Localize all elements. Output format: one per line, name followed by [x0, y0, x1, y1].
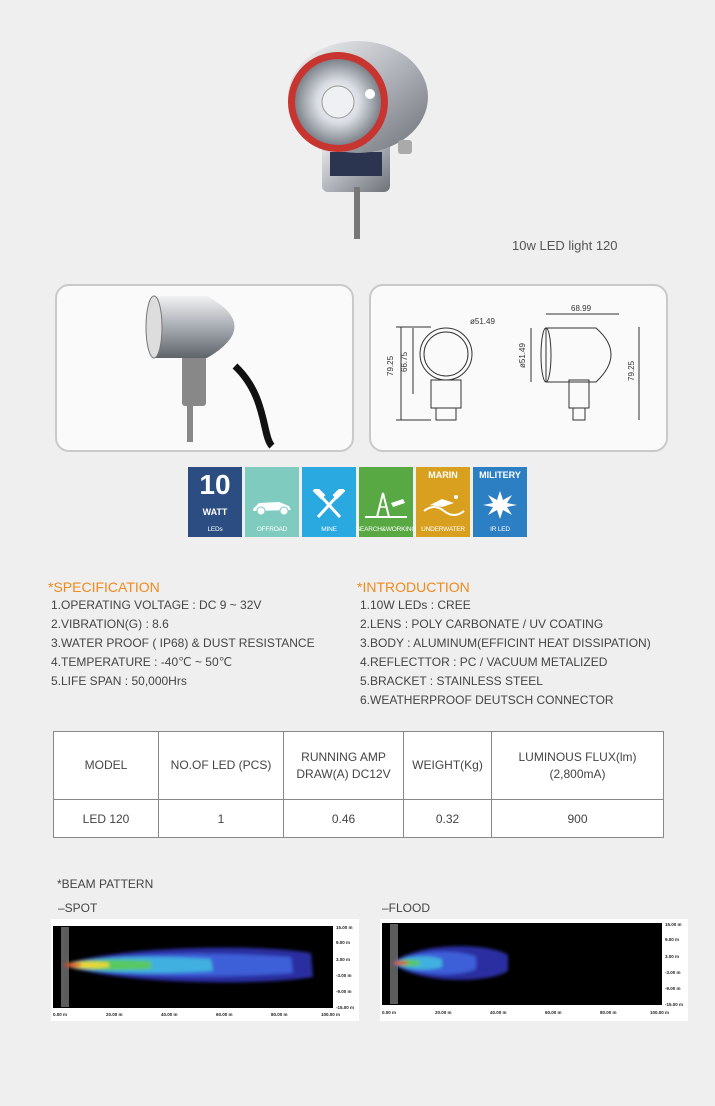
y-tick-label: 3.00 m — [336, 957, 351, 962]
side-diameter-label: ø51.49 — [518, 343, 527, 368]
x-tick-label: 0.00 m — [53, 1012, 68, 1017]
flood-label: –FLOOD — [382, 901, 431, 915]
introduction-title: *INTRODUCTION — [357, 579, 470, 595]
x-tick-label: 20.00 m — [106, 1012, 123, 1017]
side-view-panel — [55, 284, 354, 452]
list-item: 3.WATER PROOF ( IP68) & DUST RESISTANCE — [51, 636, 315, 650]
x-tick-label: 20.00 m — [435, 1010, 452, 1015]
x-tick-label: 60.00 m — [545, 1010, 562, 1015]
cell-luminous-flux: 900 — [492, 800, 664, 838]
y-tick-label: -3.00 m — [336, 973, 352, 978]
badge-watt — [188, 467, 242, 537]
flood-beam-chart — [380, 919, 688, 1021]
badge-label: UNDERWATER — [421, 526, 465, 533]
badge-search-working — [355, 467, 417, 537]
underwater-icon — [420, 489, 466, 519]
y-tick-label: 9.00 m — [336, 940, 351, 945]
front-height-inner-label: 66.75 — [400, 351, 409, 372]
cell-running-amp: 0.46 — [284, 800, 404, 838]
badge-title: MARIN — [428, 470, 458, 480]
badge-marin — [416, 467, 470, 537]
badge-military — [473, 467, 527, 537]
x-tick-label: 100.00 m — [650, 1010, 670, 1015]
specification-list — [48, 596, 348, 691]
list-item: 4.TEMPERATURE : -40℃ ~ 50℃ — [51, 655, 233, 669]
spec-table — [53, 731, 664, 838]
y-tick-label: -15.00 m — [665, 1002, 684, 1007]
oil-rig-icon — [363, 489, 409, 519]
badge-label: IR LED — [490, 526, 510, 533]
starburst-icon — [477, 489, 523, 519]
y-tick-label: -3.00 m — [665, 970, 681, 975]
badge-label: SEARCH&WORKING — [355, 526, 417, 533]
spot-x-ticks — [53, 1012, 340, 1017]
table-header-row — [54, 732, 664, 800]
col-luminous-flux — [492, 732, 664, 800]
badge-sub: WATT — [202, 507, 228, 517]
col-running-amp — [284, 732, 404, 800]
list-item: 2.LENS : POLY CARBONATE / UV COATING — [360, 617, 604, 631]
list-item: 4.REFLECTTOR : PC / VACUUM METALIZED — [360, 655, 608, 669]
product-hero-image — [270, 22, 440, 242]
spot-beam-chart — [51, 919, 359, 1021]
col-weight: WEIGHT(Kg) — [404, 732, 492, 800]
x-tick-label: 40.00 m — [490, 1010, 507, 1015]
badge-label: MINE — [321, 526, 337, 533]
col-luminous-flux-line2: (2,800mA) — [549, 766, 606, 781]
x-tick-label: 0.00 m — [382, 1010, 397, 1015]
badge-offroad — [245, 467, 299, 537]
x-tick-label: 100.00 m — [321, 1012, 341, 1017]
list-item: 1.10W LEDs : CREE — [360, 598, 471, 612]
y-tick-label: -15.00 m — [336, 1005, 355, 1010]
list-item: 6.WEATHERPROOF DEUTSCH CONNECTOR — [360, 693, 614, 707]
introduction-list — [357, 596, 687, 710]
col-running-amp-line2: DRAW(A) DC12V — [296, 766, 391, 781]
list-item: 3.BODY : ALUMINUM(EFFICINT HEAT DISSIPATION) — [360, 636, 651, 650]
cell-weight: 0.32 — [404, 800, 492, 838]
front-height-outer-label: 79.25 — [386, 355, 395, 376]
col-running-amp-line1: RUNNING AMP — [301, 749, 386, 764]
badge-mine — [302, 467, 356, 537]
col-luminous-flux-line1: LUMINOUS FLUX(lm) — [518, 749, 637, 764]
x-tick-label: 80.00 m — [271, 1012, 288, 1017]
application-badges — [188, 467, 527, 537]
list-item: 5.BRACKET : STAINLESS STEEL — [360, 674, 543, 688]
spot-y-ticks — [336, 925, 354, 1010]
side-height-label: 79.25 — [627, 360, 636, 381]
watt-icon: 10 — [199, 469, 231, 500]
spot-label: –SPOT — [58, 901, 98, 915]
specification-title: *SPECIFICATION — [48, 579, 160, 595]
flood-x-ticks — [382, 1010, 669, 1015]
y-tick-label: -9.00 m — [336, 989, 352, 994]
product-caption: 10w LED light 120 — [512, 238, 618, 253]
list-item: 2.VIBRATION(G) : 8.6 — [51, 617, 169, 631]
x-tick-label: 80.00 m — [600, 1010, 617, 1015]
col-led-count: NO.OF LED (PCS) — [159, 732, 284, 800]
x-tick-label: 60.00 m — [216, 1012, 233, 1017]
badge-label: OFFROAD — [256, 526, 288, 533]
cell-led-count: 1 — [159, 800, 284, 838]
y-tick-label: 3.00 m — [665, 954, 680, 959]
side-view-image — [57, 286, 352, 450]
y-tick-label: 9.00 m — [665, 937, 680, 942]
badge-label: LEDs — [207, 526, 223, 533]
front-diameter-label: ø51.49 — [470, 317, 495, 326]
table-row — [54, 800, 664, 838]
y-tick-label: 15.00 m — [336, 925, 353, 930]
y-tick-label: -9.00 m — [665, 986, 681, 991]
cell-model: LED 120 — [54, 800, 159, 838]
list-item: 1.OPERATING VOLTAGE : DC 9 ~ 32V — [51, 598, 262, 612]
dimension-drawing — [371, 286, 666, 450]
badge-title: MILITERY — [479, 470, 521, 480]
specification-section — [48, 579, 348, 691]
introduction-section — [357, 579, 687, 710]
dimension-drawing-panel — [369, 284, 668, 452]
x-tick-label: 40.00 m — [161, 1012, 178, 1017]
y-tick-label: 15.00 m — [665, 922, 682, 927]
list-item: 5.LIFE SPAN : 50,000Hrs — [51, 674, 187, 688]
col-model: MODEL — [54, 732, 159, 800]
side-length-label: 68.99 — [571, 304, 592, 313]
flood-y-ticks — [665, 922, 683, 1007]
crossed-hammers-icon — [306, 489, 352, 519]
race-car-icon — [249, 489, 295, 519]
beam-pattern-title: *BEAM PATTERN — [57, 877, 154, 891]
